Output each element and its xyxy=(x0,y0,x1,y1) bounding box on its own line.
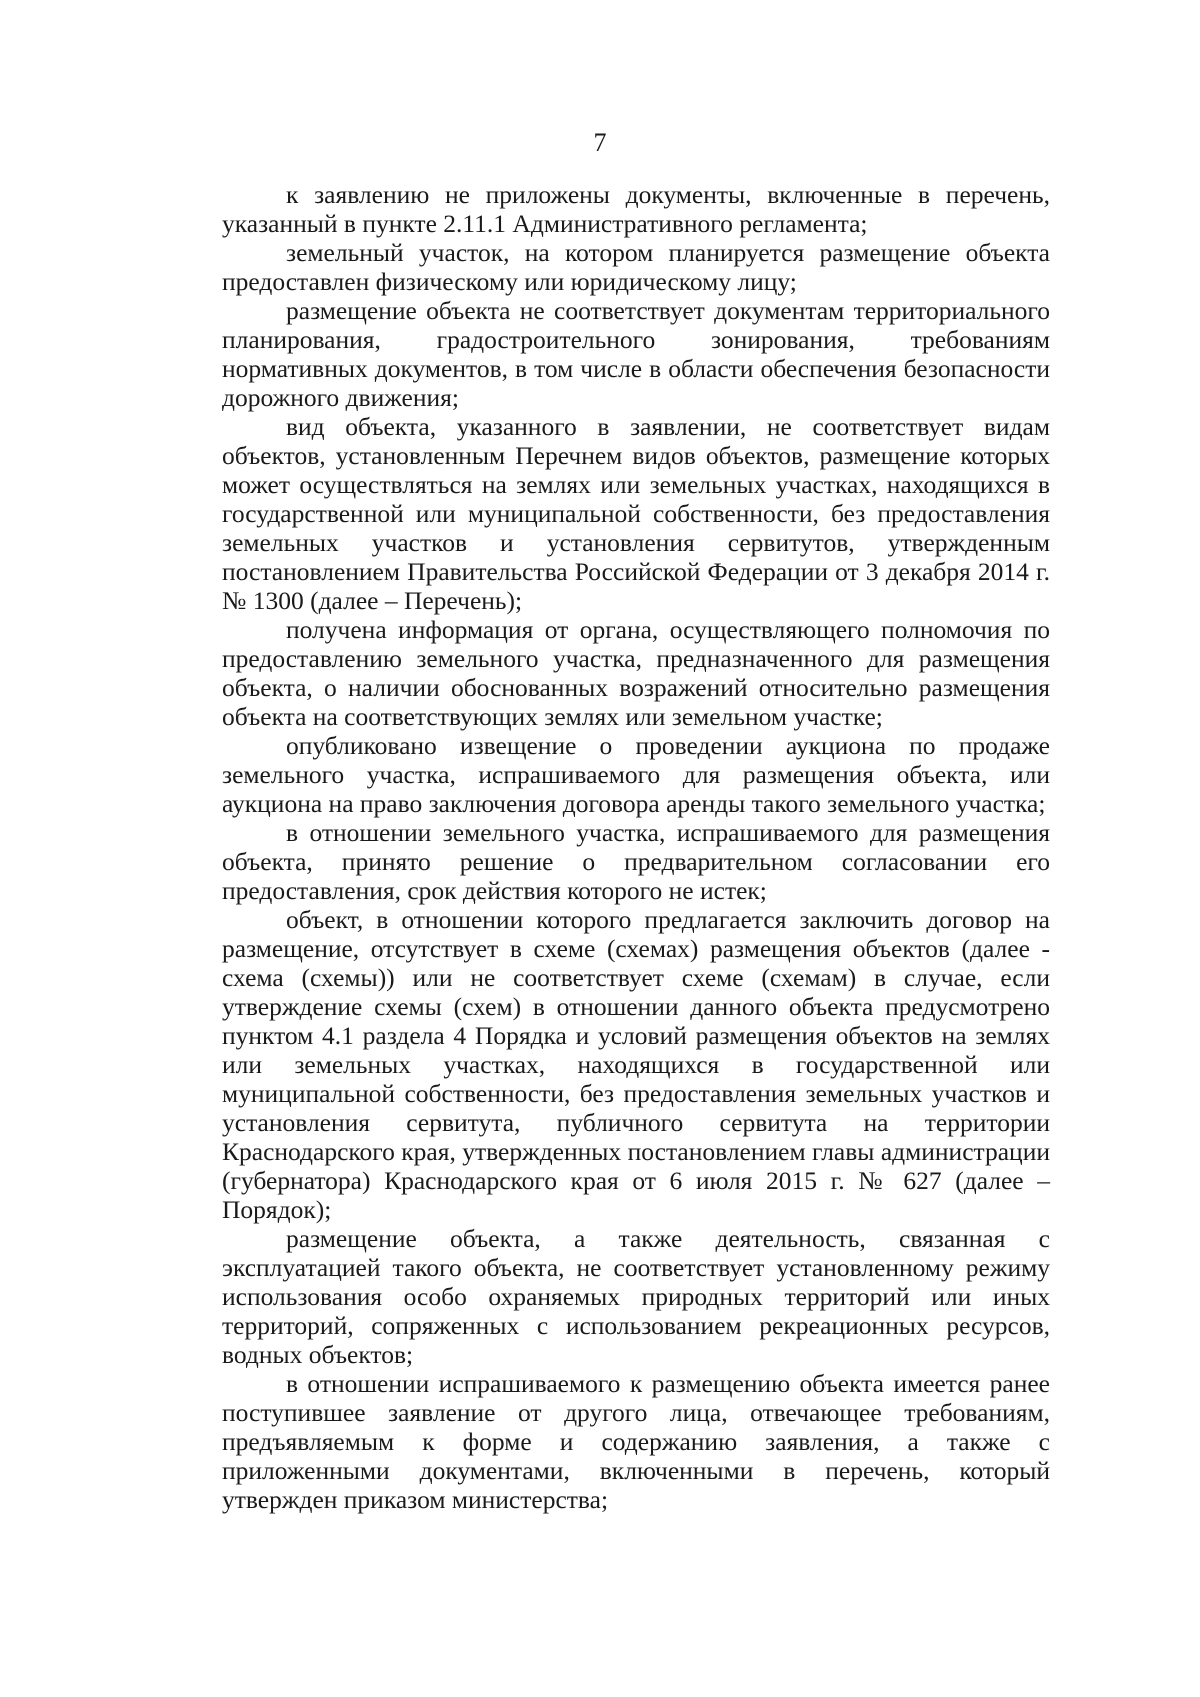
paragraph-planning-mismatch: размещение объекта не соответствует документам территориального планирования, градостроительного зонирования, требованиям нормативных документов, в том числе в области обеспечения безопасности дорожного движения; xyxy=(222,296,1050,412)
document-body xyxy=(222,180,1050,1514)
paragraph-preliminary-approval: в отношении земельного участка, испрашиваемого для размещения объекта, принято решение о предварительном согласовании его предоставления, срок действия которого не истек; xyxy=(222,818,1050,905)
paragraph-missing-documents: к заявлению не приложены документы, включенные в перечень, указанный в пункте 2.11.1 Административного регламента; xyxy=(222,180,1050,238)
paragraph-plot-already-granted: земельный участок, на котором планируется размещение объекта предоставлен физическому или юридическому лицу; xyxy=(222,238,1050,296)
paragraph-object-type-mismatch: вид объекта, указанного в заявлении, не соответствует видам объектов, установленным Перечнем видов объектов, размещение которых может осуществляться на землях или земельных участках, находящихся в государственной или муниципальной собственности, без предоставления земельных участков и установления сервитутов, утвержденным постановлением Правительства Российской Федерации от 3 декабря 2014 г. № 1300 (далее – Перечень); xyxy=(222,412,1050,615)
paragraph-auction-notice: опубликовано извещение о проведении аукциона по продаже земельного участка, испрашиваемого для размещения объекта, или аукциона на право заключения договора аренды такого земельного участка; xyxy=(222,731,1050,818)
paragraph-prior-application: в отношении испрашиваемого к размещению объекта имеется ранее поступившее заявление от другого лица, отвечающее требованиям, предъявляемым к форме и содержанию заявления, а также с приложенными документами, включенными в перечень, который утвержден приказом министерства; xyxy=(222,1369,1050,1514)
paragraph-scheme-absence: объект, в отношении которого предлагается заключить договор на размещение, отсутствует в схеме (схемах) размещения объектов (далее - схема (схемы)) или не соответствует схеме (схемам) в случае, если утверждение схемы (схем) в отношении данного объекта предусмотрено пунктом 4.1 раздела 4 Порядка и условий размещения объектов на землях или земельных участках, находящихся в государственной или муниципальной собственности, без предоставления земельных участков и установления сервитута, публичного сервитута на территории Краснодарского края, утвержденных постановлением главы администрации (губернатора) Краснодарского края от 6 июля 2015 г. № 627 (далее – Порядок); xyxy=(222,905,1050,1224)
paragraph-protected-territories: размещение объекта, а также деятельность, связанная с эксплуатацией такого объекта, не соответствует установленному режиму использования особо охраняемых природных территорий или иных территорий, сопряженных с использованием рекреационных ресурсов, водных объектов; xyxy=(222,1224,1050,1369)
paragraph-authority-objections: получена информация от органа, осуществляющего полномочия по предоставлению земельного участка, предназначенного для размещения объекта, о наличии обоснованных возражений относительно размещения объекта на соответствующих землях или земельном участке; xyxy=(222,615,1050,731)
page-number: 7 xyxy=(593,128,607,157)
